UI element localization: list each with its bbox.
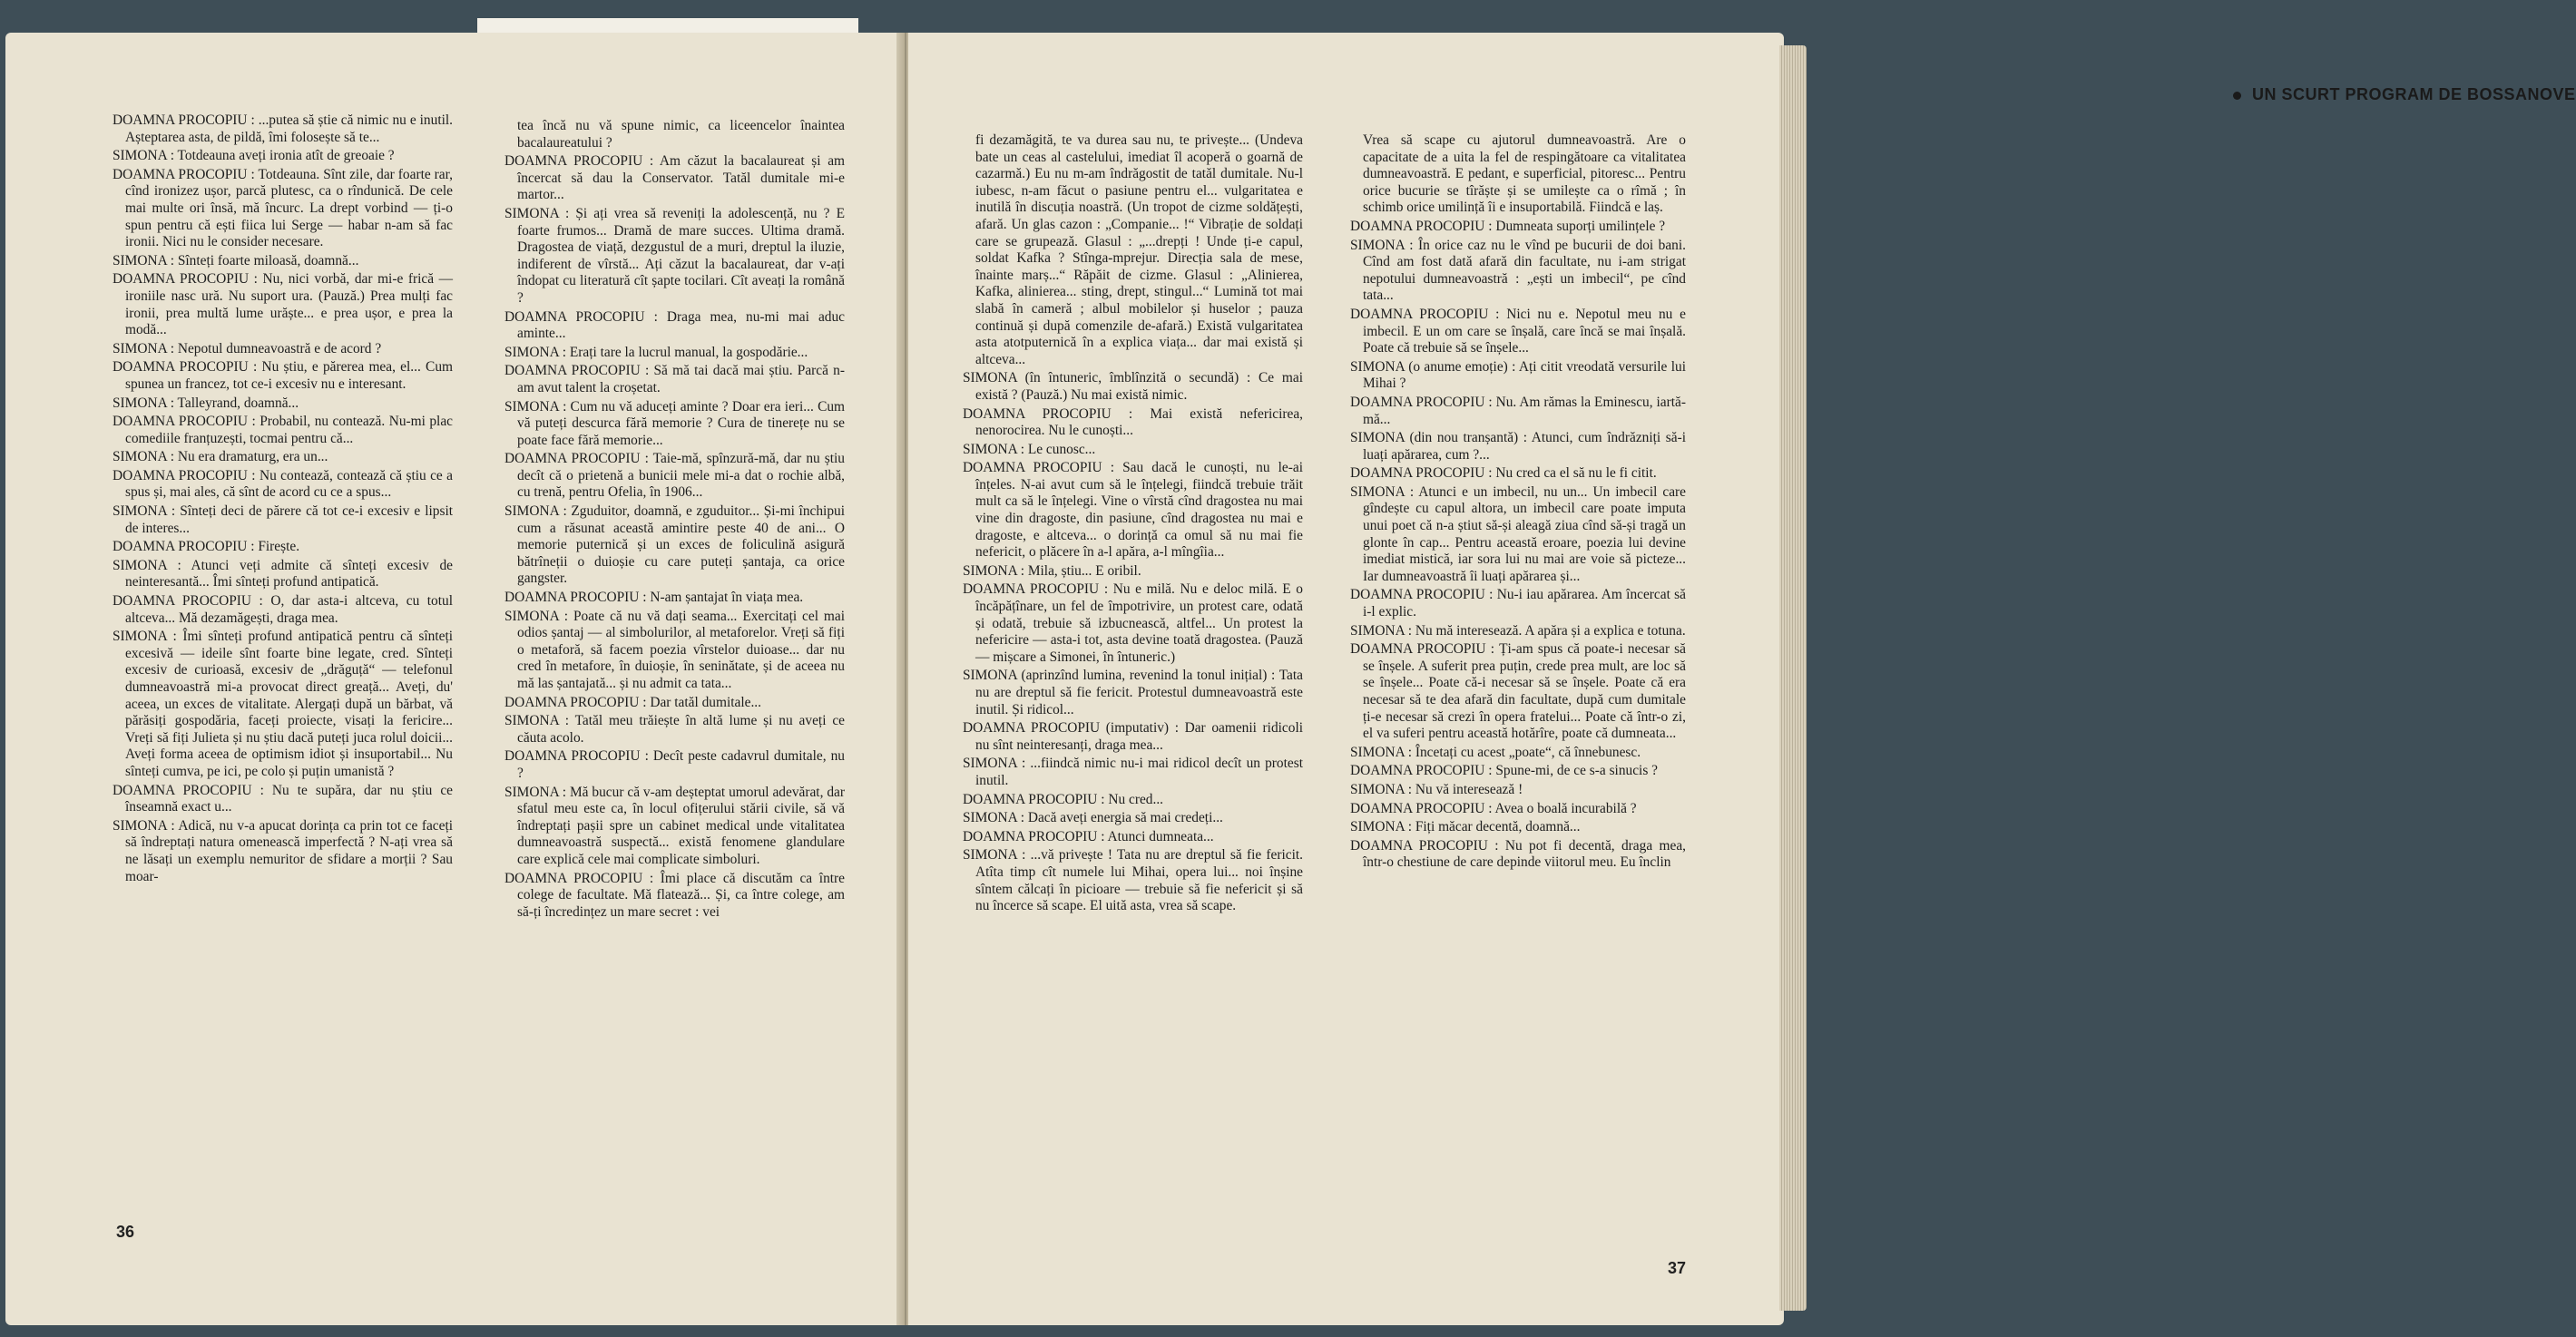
dialogue-paragraph: DOAMNA PROCOPIU : Nu cred... (963, 791, 1164, 807)
dialogue-paragraph: SIMONA : Sînteți deci de părere că tot ce-i excesiv e lipsit de interes... (113, 503, 453, 536)
dialogue-paragraph: DOAMNA PROCOPIU : Spune-mi, de ce s-a sinucis ? (1350, 763, 1658, 779)
dialogue-paragraph: SIMONA : Nepotul dumneavoastră e de acord ? (113, 340, 382, 356)
dialogue-paragraph: SIMONA : Îmi sînteți profund antipatică pentru că sînteți excesivă — ideile sînt foarte bine legate, cred. Sînteți excesiv de curioasă, excesiv de „drăguță“ — telefonul dumneavoastră mi-a provocat direct greață... Aveți, du' aceea, un exces de vitalitate. Alergați după un bărbat, vă părăsiți gospodăria, faceți proiecte, visați la fericire... Vreți să fiți Julieta și nu știu dacă puteți juca rolul doicii... Aveți forma aceea de optimism idiot și insuportabil... Nu sînteți cumva, pe ici, pe colo și puțin umanistă ? (113, 629, 453, 779)
dialogue-paragraph: DOAMNA PROCOPIU : Taie-mă, spînzură-mă, dar nu știu decît că o prietenă a bunicii mele mi-a dat o rochie albă, cu trenă, pentru Ofelia, în 1906... (504, 451, 845, 501)
dialogue-paragraph: DOAMNA PROCOPIU : Dar tatăl dumitale... (504, 694, 761, 710)
dialogue-paragraph: DOAMNA PROCOPIU : Nu, nici vorbă, dar mi-e frică — ironiile nasc ură. Nu suport ura. (Pauză.) Prea mulți fac ironii, prea multă lume urăște... e prea ușor, e prea la modă... (113, 271, 453, 338)
page-edges (1779, 45, 1807, 1311)
dialogue-paragraph: DOAMNA PROCOPIU : Să mă tai dacă mai știu. Parcă n-am avut talent la croșetat. (504, 363, 845, 395)
dialogue-paragraph: SIMONA : Cum nu vă aduceți aminte ? Doar era ieri... Cum vă puteți descurca fără memorie ? Cura de tinerețe nu se poate face fără memorie... (504, 398, 845, 448)
dialogue-paragraph: SIMONA : Tatăl meu trăiește în altă lume și nu aveți ce căuta acolo. (504, 713, 845, 746)
dialogue-paragraph: SIMONA : Le cunosc... (963, 441, 1096, 457)
dialogue-paragraph: DOAMNA PROCOPIU : Avea o boală incurabilă ? (1350, 800, 1637, 816)
dialogue-paragraph: SIMONA : Nu vă interesează ! (1350, 781, 1523, 797)
dialogue-paragraph: SIMONA : Atunci e un imbecil, nu un... Un imbecil care gîndește cu capul altora, un imbecil care poate imputa unui poet că n-a știut să-și aleagă ziua cînd să-și tragă un glonte în cap... Pentru această eroare, poezia lui devine imediat mistică, iar sora lui nu mai are voie să picteze... Iar dumneavoastră îi luați apărarea și... (1350, 483, 1686, 584)
dialogue-paragraph: SIMONA : Nu mă interesează. A apăra și a explica e totuna. (1350, 622, 1686, 639)
dialogue-paragraph: DOAMNA PROCOPIU : Nici nu e. Nepotul meu nu e imbecil. E un om care se înșală, care încă se mai înșală. Poate că trebuie să se înșele... (1350, 306, 1686, 356)
dialogue-paragraph: SIMONA : Fiți măcar decentă, doamnă... (1350, 819, 1581, 835)
left-column-1 (113, 112, 453, 887)
right-column-1 (963, 132, 1303, 917)
dialogue-paragraph: SIMONA : Mila, știu... E oribil. (963, 562, 1141, 579)
bullet-icon (2233, 92, 2241, 100)
dialogue-paragraph: SIMONA : Talleyrand, doamnă... (113, 395, 299, 411)
dialogue-paragraph: DOAMNA PROCOPIU : Nu contează, contează că știu ce a spus și, mai ales, că sînt de acord cu ce a spus... (113, 467, 453, 501)
dialogue-paragraph: SIMONA : ...fiindcă nimic nu-i mai ridicol decît un protest inutil. (963, 756, 1303, 788)
dialogue-paragraph: SIMONA : ...vă privește ! Tata nu are dreptul să fie fericit. Atîta timp cît numele lui Mihai, opera lui... noi înșine sîntem călcați în picioare — trebuie să fie nefericit și să nu încerce să scape. El uită asta, vrea să scape. (963, 847, 1303, 914)
right-page (908, 33, 2576, 1325)
dialogue-paragraph: DOAMNA PROCOPIU : Nu e milă. Nu e deloc milă. E o încăpățînare, un fel de împotrivire, un protest care, odată și odată, trebuie să izbucnească, altfel... Un protest la nefericire — asta-i tot, asta devine toată dragostea. (Pauză — mișcare a Simonei, în întuneric.) (963, 581, 1303, 665)
dialogue-paragraph: tea încă nu vă spune nimic, ca liceencelor înaintea bacalaureatului ? (517, 118, 845, 151)
dialogue-paragraph: SIMONA : Și ați vrea să reveniți la adolescență, nu ? E foarte frumos... Dramă de mare succes. Ultima dramă. Dragostea de viață, dezgustul de a muri, dreptul la iluzie, indiferent de vîrstă... Ați căzut la bacalaureat, dar v-ați îndopat cu literatură cît șapte tocilari. Cît aveați la română ? (504, 205, 845, 306)
right-column-2 (1350, 132, 1686, 873)
dialogue-paragraph: DOAMNA PROCOPIU : Nu cred ca el să nu le fi citit. (1350, 465, 1657, 482)
dialogue-paragraph: SIMONA : Încetați cu acest „poate“, că înnebunesc. (1350, 744, 1641, 760)
dialogue-paragraph: DOAMNA PROCOPIU : Totdeauna. Sînt zile, dar foarte rar, cînd ironizez ușor, parcă plutesc, ca o rîndunică. De cele mai multe ori însă, mă încurc. La drept vorbind — ți-o spun pentru că ești fiica lui Serge — habar n-am să fac ironii. Nici nu le consider necesare. (113, 166, 453, 250)
dialogue-paragraph: SIMONA (o anume emoție) : Ați citit vreodată versurile lui Mihai ? (1350, 358, 1686, 392)
left-page (5, 33, 899, 1325)
dialogue-paragraph: SIMONA : Adică, nu v-a apucat dorința ca prin tot ce faceți să îndreptați natura omenească imperfectă ? N-ați vrea să ne lăsați un exemplu nemuritor de sfidare a morții ? Sau moar- (113, 817, 453, 884)
dialogue-paragraph: fi dezamăgită, te va durea sau nu, te privește... (Undeva bate un ceas al castelului, imediat îl acoperă o goarnă de cazarmă.) Eu nu m-am îndrăgostit de tatăl dumitale. Nu-l iubesc, n-am făcut o pasiune pentru el... vulgaritatea e inutilă în discuția noastră. (Un tropot de cizme soldățești, afară. Un glas cazon : „Companie... !“ Vibrație de soldați care se grupează. Glasul : „...drepți ! Unde ți-e capul, soldat Kafka ? Stînga-mprejur. Direcția sala de mese, înainte marș...“ Răpăit de cizme. Glasul : „Alinierea, Kafka, alinierea... sting, drept, stingul...“ Lumină tot mai slabă în cameră ; albul mobilelor și huselor ; pauza continuă și după comenzile de-afară.) Există vulgaritatea asta atotputernică în a explica viața... dar mai există și altceva... (975, 132, 1303, 367)
dialogue-paragraph: DOAMNA PROCOPIU : Îmi place că discutăm ca între colege de facultate. Mă flatează... Și, ca între colege, am să-ți încredințez un mare secret : vei (504, 870, 845, 920)
dialogue-paragraph: SIMONA : Poate că nu vă dați seama... Exercitați cel mai odios șantaj — al simbolurilor, al metaforelor. Vreți să fiți o metaforă, să facem poezia vîrstelor duioase... dar nu cred în metafore, în duioșie, în seninătate, și de aceea nu mă las șantajată... și nu admit ca tata... (504, 608, 845, 691)
dialogue-paragraph: SIMONA : Nu era dramaturg, era un... (113, 449, 328, 465)
dialogue-paragraph: DOAMNA PROCOPIU : Probabil, nu contează. Nu-mi plac comediile franțuzești, tocmai pentru că... (113, 414, 453, 446)
dialogue-paragraph: SIMONA : În orice caz nu le vînd pe bucurii de doi bani. Cînd am fost dată afară din facultate, nu i-am strigat nepotului dumneavoastră : „ești un imbecil“, pe cînd tata... (1350, 237, 1686, 304)
dialogue-paragraph: DOAMNA PROCOPIU : Nu te supăra, dar nu știu ce înseamnă exact u... (113, 782, 453, 815)
dialogue-paragraph: DOAMNA PROCOPIU : N-am șantajat în viața mea. (504, 590, 804, 606)
dialogue-paragraph: SIMONA : Erați tare la lucrul manual, la gospodărie... (504, 344, 808, 360)
dialogue-paragraph: DOAMNA PROCOPIU : Sau dacă le cunoști, nu le-ai înțeles. N-ai avut cum să le înțelegi, fiindcă trebuie trăit mult ca să le înțelegi. Vine o vîrstă cînd dragostea nu mai vine din dragoste, din pasiune, cînd dragostea nu mai e dragoste, e altceva... o dorință ca omul să nu mai fie nefericit, o plăcere în a-l apăra, a-l mîngîia... (963, 460, 1303, 561)
dialogue-paragraph: DOAMNA PROCOPIU : Dumneata suporți umilințele ? (1350, 218, 1666, 234)
book-spread (5, 18, 2576, 1333)
dialogue-paragraph: DOAMNA PROCOPIU (imputativ) : Dar oamenii ridicoli nu sînt neinteresanți, draga mea... (963, 720, 1303, 753)
dialogue-paragraph: SIMONA : Totdeauna aveți ironia atît de greoaie ? (113, 148, 395, 164)
running-header-title: UN SCURT PROGRAM DE BOSSANOVE (2252, 85, 2576, 103)
dialogue-paragraph: SIMONA : Atunci veți admite că sînteți excesiv de neinteresantă... Îmi sînteți profund antipatică. (113, 557, 453, 590)
dialogue-paragraph: SIMONA (în întuneric, îmblînzită o secundă) : Ce mai există ? (Pauză.) Nu mai există nimic. (963, 370, 1303, 403)
dialogue-paragraph: DOAMNA PROCOPIU : Nu. Am rămas la Eminescu, iartă-mă... (1350, 394, 1686, 427)
dialogue-paragraph: DOAMNA PROCOPIU : Ți-am spus că poate-i necesar să se înșele. A suferit prea puțin, crede prea mult, are loc să se înșele... Poate că-i necesar să se înșele. Poate că era necesar să te dea afară din facultate, după cum dumitale ți-e necesar să crezi în opera fratelui... Poate că într-o zi, el va suferi pentru această hotărîre, poate că dumneata... (1350, 641, 1686, 742)
dialogue-paragraph: SIMONA : Sînteți foarte miloasă, doamnă... (113, 252, 359, 268)
page-number-left: 36 (116, 1223, 135, 1241)
dialogue-paragraph: DOAMNA PROCOPIU : Nu pot fi decentă, draga mea, într-o chestiune de care depinde viitorul meu. Eu înclin (1350, 837, 1686, 871)
dialogue-paragraph: DOAMNA PROCOPIU : Decît peste cadavrul dumitale, nu ? (504, 748, 845, 781)
dialogue-paragraph: SIMONA : Zguduitor, doamnă, e zguduitor... Și-mi închipui cum a răsunat această amintire peste 40 de ani... O memorie puternică și un exces de foliculină asigură bătrîneții o duioșie cu care puteți șantaja, ca orice gangster. (504, 503, 845, 587)
running-header (2233, 85, 2576, 104)
dialogue-paragraph: SIMONA (aprinzînd lumina, revenind la tonul inițial) : Tata nu are dreptul să fie fericit. Protestul dumneavoastră este inutil. Și ridicol... (963, 668, 1303, 717)
dialogue-paragraph: SIMONA : Dacă aveți energia să mai credeți... (963, 810, 1223, 826)
dialogue-paragraph: DOAMNA PROCOPIU : Draga mea, nu-mi mai aduc aminte... (504, 308, 845, 342)
dialogue-paragraph: DOAMNA PROCOPIU : Mai există nefericirea, nenorocirea. Nu le cunoști... (963, 405, 1303, 439)
dialogue-paragraph: SIMONA (din nou tranșantă) : Atunci, cum îndrăzniți să-i luați apărarea, cum ?... (1350, 430, 1686, 463)
dialogue-paragraph: SIMONA : Mă bucur că v-am deșteptat umorul adevărat, dar sfatul meu este ca, în locul ofițerului stării civile, să vă îndreptați pașii spre un cabinet medical unde vitalitatea dumneavoastră suspectă... există fenomene glandulare care explică cele mai complicate simboluri. (504, 784, 845, 867)
dialogue-paragraph: DOAMNA PROCOPIU : Nu-i iau apărarea. Am încercat să i-l explic. (1350, 587, 1686, 620)
dialogue-paragraph: DOAMNA PROCOPIU : ...putea să știe că nimic nu e inutil. Așteptarea asta, de pildă, îmi folosește să te... (113, 112, 453, 145)
dialogue-paragraph: DOAMNA PROCOPIU : Nu știu, e părerea mea, el... Cum spunea un francez, tot ce-i excesiv nu e interesant. (113, 359, 453, 392)
dialogue-paragraph: Vrea să scape cu ajutorul dumneavoastră. Are o capacitate de a uita la fel de respingătoare ca vitalitatea dumneavoastră. E pedant, e superficial, pitoresc... Pentru orice bucurie se tîrăște și se umilește ca o rîmă ; în schimb orice umilință îi e insuportabilă. Fiindcă e laș. (1363, 132, 1686, 216)
dialogue-paragraph: DOAMNA PROCOPIU : Firește. (113, 539, 300, 555)
page-number-right: 37 (1668, 1259, 1687, 1277)
left-column-2 (504, 118, 845, 922)
dialogue-paragraph: DOAMNA PROCOPIU : Atunci dumneata... (963, 828, 1214, 844)
dialogue-paragraph: DOAMNA PROCOPIU : O, dar asta-i altceva, cu totul altceva... Mă dezamăgești, draga mea. (113, 593, 453, 626)
dialogue-paragraph: DOAMNA PROCOPIU : Am căzut la bacalaureat și am încercat să dau la Conservator. Tatăl dumitale mi-e martor... (504, 153, 845, 203)
